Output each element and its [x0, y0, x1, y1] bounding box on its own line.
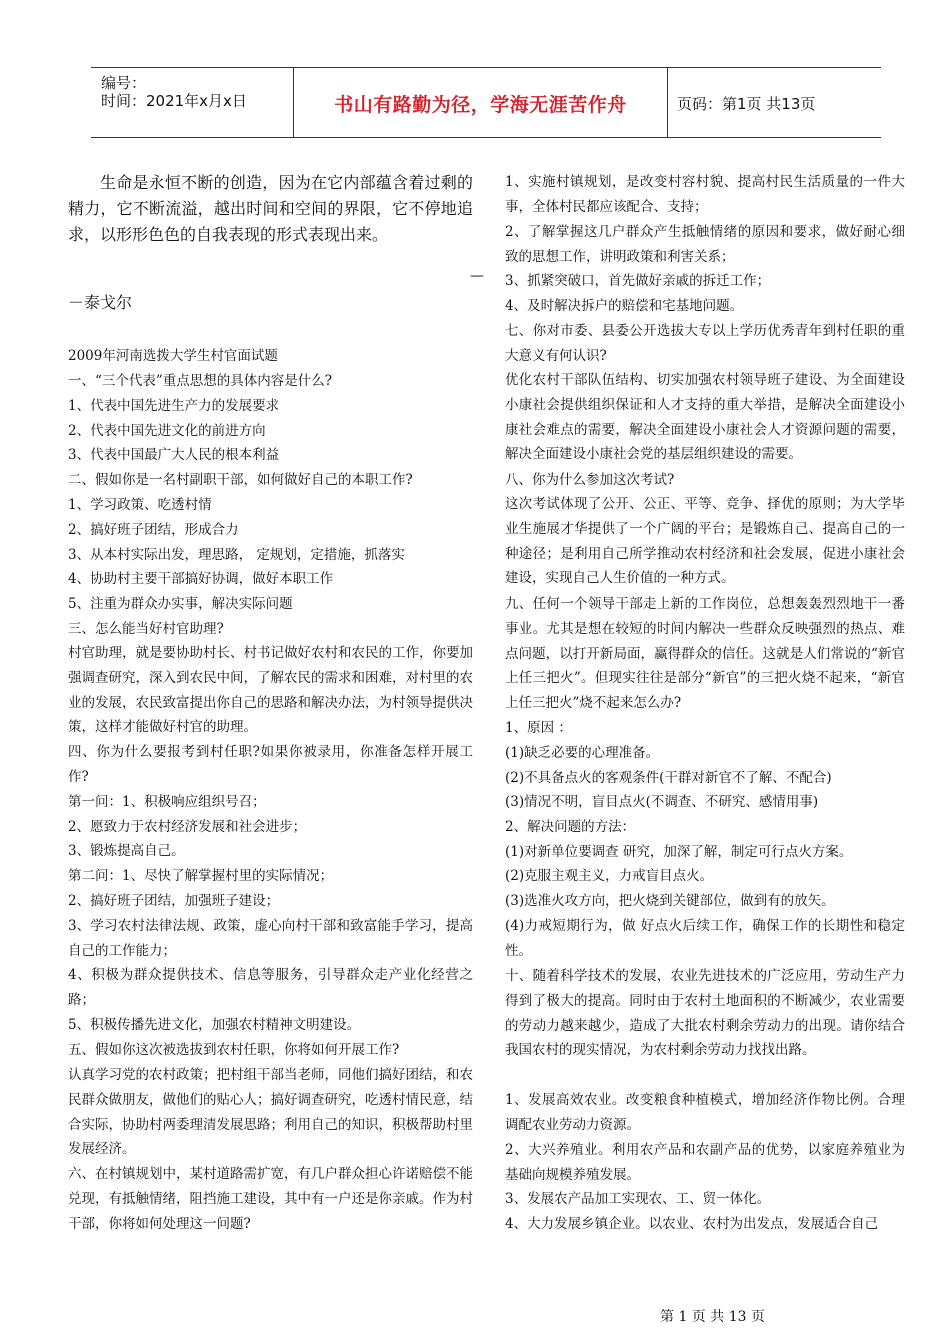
question-heading: 一、“三个代表”重点思想的具体内容是什么? — [68, 373, 333, 389]
list-item: 第一问：1、积极响应组织号召； — [68, 794, 266, 810]
answer-paragraph: 优化农村干部队伍结构、切实加强农村领导班子建设、为全面建设小康社会提供组织保证和人才支持的重大举措，是解决全面建设小康社会难点的需要，解决全面建设小康社会人才资源问题的需要，解决全面建设小康社会党的基层组织建设的需要。 — [505, 372, 905, 463]
quote-dash: — — [470, 268, 484, 284]
list-item: 3、发展农产品加工实现农、工、贸一体化。 — [505, 1191, 771, 1207]
question-heading: 五、假如你这次被选拔到农村任职，你将如何开展工作? — [68, 1042, 400, 1058]
list-item: 1、代表中国先进生产力的发展要求 — [68, 398, 280, 414]
list-item: 4、及时解决拆户的赔偿和宅基地问题。 — [505, 298, 744, 314]
list-item: (2)克服主观主义，力戒盲目点火。 — [505, 868, 714, 884]
header-page-label: 页码：第1页 共13页 — [677, 95, 816, 113]
list-item: (1)缺乏必要的心理准备。 — [505, 745, 660, 761]
list-item: (2)不具备点火的客观条件(干群对新官不了解、不配合) — [505, 770, 832, 786]
list-item: (4)力戒短期行为，做 好点火后续工作，确保工作的长期性和稳定性。 — [505, 918, 905, 959]
list-item: (1)对新单位要调查 研究，加深了解，制定可行点火方案。 — [505, 844, 853, 860]
list-item: 1、学习政策、吃透村情 — [68, 497, 212, 513]
list-item: 3、代表中国最广大人民的根本利益 — [68, 447, 280, 463]
question-heading: 二、假如你是一名村副职干部，如何做好自己的本职工作? — [68, 472, 413, 488]
list-item: 4、大力发展乡镇企业。以农业、农村为出发点，发展适合自己 — [505, 1216, 879, 1232]
list-item: 3、锻炼提高自己。 — [68, 843, 185, 859]
paper-title: 2009年河南选拨大学生村官面试题 — [68, 348, 278, 364]
list-item: 4、协助村主要干部搞好协调，做好本职工作 — [68, 571, 334, 587]
list-item: (3)选准火攻方向，把火烧到关键部位，做到有的放矢。 — [505, 893, 835, 909]
list-item: 3、学习农村法律法规、政策，虚心向村干部和致富能手学习，提高自己的工作能力； — [68, 918, 473, 959]
list-item: 5、积极传播先进文化，加强农村精神文明建设。 — [68, 1017, 361, 1033]
question-heading: 六、在村镇规划中，某村道路需扩宽，有几户群众担心许诺赔偿不能兑现，有抵触情绪，阻挡施工建设，其中有一户还是你亲戚。作为村干部，你将如何处理这一问题? — [68, 1166, 473, 1232]
question-heading: 十、随着科学技术的发展，农业先进技术的广泛应用，劳动生产力得到了极大的提高。同时由于农村土地面积的不断减少，农业需要的劳动力越来越少，造成了大批农村剩余劳动力的出现。请你结合我国农村的现实情况，为农村剩余劳动力找找出路。 — [505, 968, 905, 1059]
list-item: 4、积极为群众提供技术、信息等服务，引导群众走产业化经营之路； — [68, 967, 473, 1008]
header-motto-cell — [293, 68, 668, 137]
question-heading: 四、你为什么要报考到村任职?如果你被录用，你准备怎样开展工作? — [68, 744, 473, 785]
list-item: 2、搞好班子团结，加强班子建设； — [68, 893, 280, 909]
quote-text: 生命是永恒不断的创造，因为在它内部蕴含着过剩的精力，它不断流溢，越出时间和空间的界限，它不停地追求，以形形色色的自我表现的形式表现出来。 — [68, 173, 473, 244]
header-page-cell — [667, 68, 881, 137]
question-heading: 八、你为什么参加这次考试? — [505, 472, 675, 488]
question-heading: 九、任何一个领导干部走上新的工作岗位，总想轰轰烈烈地干一番事业。尤其是想在较短的时间内解决一些群众反映强烈的热点、难点问题，以打开新局面，赢得群众的信任。这就是人们常说的“新官上任三把火”。但现实往往是部分“新官”的三把火烧不起来，“新官上任三把火”烧不起来怎么办? — [505, 596, 905, 712]
quote-author: －泰戈尔 — [68, 293, 133, 312]
list-item: 2、代表中国先进文化的前进方向 — [68, 423, 266, 439]
list-item: 1、实施村镇规划，是改变村容村貌、提高村民生活质量的一件大事，全体村民都应该配合、支持； — [505, 174, 905, 215]
list-item: 2、大兴养殖业。利用农产品和农副产品的优势，以家庭养殖业为基础向规模养殖发展。 — [505, 1142, 905, 1183]
page-header — [91, 67, 881, 138]
list-item: 3、抓紧突破口，首先做好亲戚的拆迁工作； — [505, 273, 771, 289]
list-item: 3、从本村实际出发，理思路， 定规划，定措施，抓落实 — [68, 547, 405, 563]
header-code-label: 编号： — [101, 74, 147, 92]
header-motto: 书山有路勤为径，学海无涯苦作舟 — [334, 94, 627, 116]
answer-paragraph: 村官助理，就是要协助村长、村书记做好农村和农民的工作，你要加强调查研究，深入到农民中间，了解农民的需求和困难，对村里的农业的发展，农民致富提出你自己的思路和解决办法，为村领导提供决策，这样才能做好村官的助理。 — [68, 645, 473, 736]
list-item: (3)情况不明，盲目点火(不调查、不研究、感情用事) — [505, 794, 819, 810]
header-meta-cell — [91, 68, 293, 137]
answer-paragraph: 认真学习党的农村政策；把村组干部当老师，同他们搞好团结，和农民群众做朋友，做他们的贴心人；搞好调查研究，吃透村情民意，结合实际，协助村两委理清发展思路；利用自己的知识，积极帮助村里发展经济。 — [68, 1067, 473, 1158]
header-time-label: 时间：2021年x月x日 — [101, 92, 247, 110]
list-item: 1、原因 ： — [505, 720, 572, 736]
answer-paragraph: 这次考试体现了公开、公正、平等、竞争、择优的原则；为大学毕业生施展才华提供了一个广阔的平台；是锻炼自己、提高自己的一种途径；是利用自己所学推动农村经济和社会发展，促进小康社会建设，实现自己人生价值的一种方式。 — [505, 496, 905, 587]
question-heading: 七、你对市委、县委公开选拔大专以上学历优秀青年到村任职的重大意义有何认识? — [505, 323, 905, 364]
list-item: 5、注重为群众办实事，解决实际问题 — [68, 596, 293, 612]
list-item: 第二问：1、尽快了解掌握村里的实际情况； — [68, 868, 334, 884]
list-item: 1、发展高效农业。改变粮食种植模式，增加经济作物比例。合理调配农业劳动力资源。 — [505, 1092, 905, 1133]
list-item: 2、了解掌握这几户群众产生抵触情绪的原因和要求，做好耐心细致的思想工作，讲明政策和利害关系； — [505, 224, 905, 265]
list-item: 2、愿致力于农村经济发展和社会进步； — [68, 819, 307, 835]
list-item: 2、搞好班子团结，形成合力 — [68, 522, 239, 538]
list-item: 2、解决问题的方法： — [505, 819, 636, 835]
page-footer: 第 1 页 共 13 页 — [660, 1309, 765, 1325]
question-heading: 三、怎么能当好村官助理? — [68, 621, 224, 637]
